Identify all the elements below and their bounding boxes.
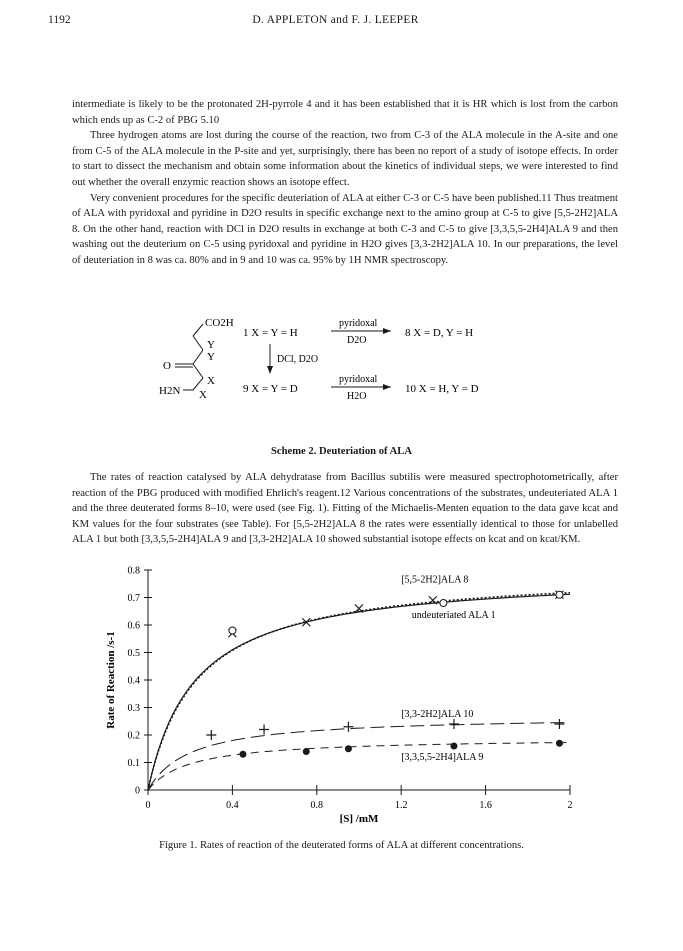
data-point-filled-circle (303, 748, 310, 755)
down-arrowhead (267, 366, 273, 374)
y-tick-label: 0.2 (127, 730, 140, 742)
y-tick-label: 0.6 (127, 620, 140, 632)
paragraph-3: Very convenient procedures for the specific deuteriation of ALA at either C-3 or C-5 have been published.11 Thus treatment of ALA with pyridoxal and pyridine in D2O results in specific exchange next to the amino group at C-5 to give [5,5-2H2]ALA 8. On the other hand, reaction with DCl in D2O results in exchange at both C-3 and C-5 to give [3,3,5,5-2H4]ALA 9 and then washing out the deuterium on C-5 using pyridoxal and pyridine in H2O gives [3,3-2H2]ALA 10. In our preparations, the level of deuteriation in 8 was ca. 80% and in 9 and 10 was ca. 95% by 1H NMR spectroscopy. (72, 192, 618, 266)
x-tick-label: 0 (145, 800, 151, 811)
legend-label-4: [3,3,5,5-2H4]ALA 9 (401, 751, 484, 763)
x-tick-label: 2 (567, 800, 573, 811)
page-header (48, 14, 623, 28)
fit-curve-series-1 (148, 594, 570, 790)
data-point-filled-circle (239, 751, 246, 758)
x-tick-label: 1.6 (479, 800, 492, 811)
page-number: 1192 (48, 14, 71, 26)
mol-x-2: X (199, 389, 207, 401)
mol-co2h: CO2H (205, 317, 234, 329)
scheme-caption-text: Scheme 2. Deuteriation of ALA (271, 446, 412, 457)
figure-1-chart (100, 560, 590, 835)
y-tick-label: 0.5 (127, 648, 140, 659)
body-text (72, 97, 618, 269)
y-tick-label: 0.3 (127, 703, 140, 714)
reaction-2-reagent-top: pyridoxal (339, 374, 378, 385)
y-tick-label: 0.7 (127, 593, 140, 604)
paragraph-1: intermediate is likely to be the protonated 2H-pyrrole 4 and it has been established that it is HR which is lost from the carbon which ends up as C-2 of PBG 5.10 (72, 99, 618, 126)
data-point-plus-marker (343, 722, 353, 732)
data-point-filled-circle (450, 743, 457, 750)
data-point-plus-marker (449, 719, 459, 729)
reaction-2-reagent-bottom: H2O (347, 391, 367, 402)
scheme-caption (0, 446, 683, 457)
reaction-1-reagent-bottom: D2O (347, 335, 367, 346)
reaction-2-arrowhead (383, 384, 391, 390)
reaction-2-right: 10 X = H, Y = D (405, 383, 479, 395)
y-axis-title: Rate of Reaction /s-1 (105, 631, 117, 729)
y-tick-label: 0.1 (127, 758, 140, 769)
reaction-1-right: 8 X = D, Y = H (405, 327, 474, 339)
scheme-2-diagram (155, 312, 575, 442)
body-text-2 (72, 470, 618, 548)
paragraph-4: The rates of reaction catalysed by ALA dehydratase from Bacillus subtilis were measured spectrophotometrically, after reaction of the PBG produced with modified Ehrlich's reagent.12 Various concentrations of the substrates, undeuteriated ALA 1 and the three deuterated forms 8–10, were used (see Fig. 1). Fitting of the Michaelis-Menten equation to the data gave kcat and KM values for the four substrates (see Table). For [5,5-2H2]ALA 8 the rates were essentially identical to those for unlabelled ALA 1 but both [3,3,5,5-2H4]ALA 9 and [3,3-2H2]ALA 10 showed substantial isotope effects on kcat and on kcat/KM. (72, 472, 618, 546)
x-tick-label: 1.2 (394, 800, 408, 811)
paragraph-2: Three hydrogen atoms are lost during the course of the reaction, two from C-3 of the ALA molecule in the A-site and one from C-5 of the ALA molecule in the P-site and yet, surprisingly, there has been no report of a study of isotope effects. In order to start to dissect the mechanism and obtain some information about the kinetics of individual steps, we were interested to find out whether the overall enzymic reaction shows an isotope effect. (72, 130, 618, 188)
x-axis-title: [S] /mM (339, 813, 379, 825)
mol-x-1: X (207, 375, 215, 387)
reaction-1-arrowhead (383, 328, 391, 334)
y-tick-label: 0.8 (127, 565, 140, 577)
down-reagent: DCl, D2O (277, 354, 319, 365)
data-point-plus-marker (554, 719, 564, 729)
legend-label-2: undeuteriated ALA 1 (411, 610, 496, 622)
legend-label-3: [3,3-2H2]ALA 10 (401, 709, 474, 721)
x-tick-label: 0.4 (226, 800, 239, 811)
y-tick-label: 0.4 (127, 675, 140, 687)
running-head-authors: D. APPLETON and F. J. LEEPER (252, 14, 419, 26)
legend-label-1: [5,5-2H2]ALA 8 (401, 574, 469, 586)
mol-y-1: Y (207, 339, 215, 351)
mol-o: O (163, 360, 171, 372)
data-point-plus-marker (206, 730, 216, 740)
ala-structure (175, 324, 203, 390)
x-tick-label: 0.8 (310, 800, 324, 811)
figure-caption (0, 840, 683, 851)
data-point-filled-circle (345, 745, 352, 752)
data-point-open-circle (229, 627, 236, 634)
y-tick-label: 0 (135, 785, 140, 797)
data-point-open-circle (556, 591, 563, 598)
reaction-2-left: 9 X = Y = D (243, 383, 298, 395)
data-point-open-circle (440, 600, 447, 607)
figure-caption-text: Figure 1. Rates of reaction of the deuterated forms of ALA at different concentrations. (159, 840, 524, 851)
reaction-1-reagent-top: pyridoxal (339, 318, 378, 329)
reaction-1-left: 1 X = Y = H (243, 327, 298, 339)
fit-curve-series-4 (148, 743, 570, 791)
mol-y-2: Y (207, 351, 215, 363)
fit-curve-series-2 (148, 593, 570, 790)
data-point-plus-marker (259, 725, 269, 735)
mol-h2n: H2N (159, 385, 181, 397)
data-point-filled-circle (556, 740, 563, 747)
